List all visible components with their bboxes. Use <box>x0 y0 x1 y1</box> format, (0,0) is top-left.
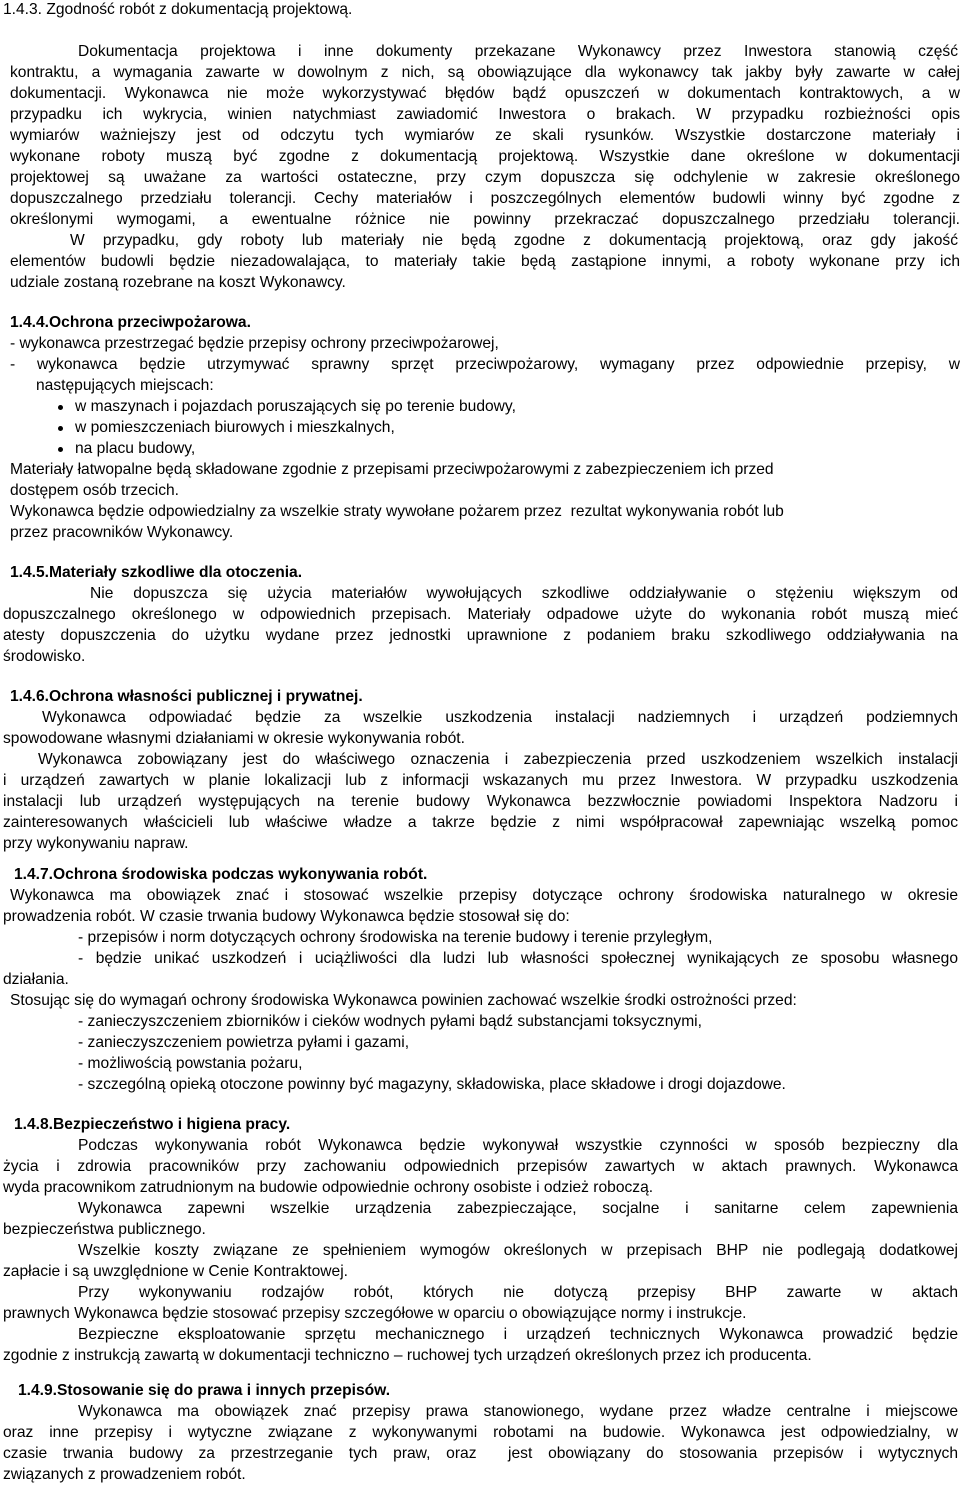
dash-item: - będzie unikać uszkodzeń i uciążliwości dla ludzi lub własności społecznej wynikających ze sposobu własnego <box>78 950 958 967</box>
paragraph-line: Nie dopuszcza się użycia materiałów wywołujących szkodliwe oddziaływanie o stężeniu większym od <box>90 585 958 602</box>
bullet-icon <box>58 426 63 431</box>
section-1-4-7-heading: 1.4.7.Ochrona środowiska podczas wykonywania robót. <box>14 866 428 883</box>
paragraph-line: Wykonawca ma obowiązek znać i stosować wszelkie przepisy dotyczące ochrony środowiska naturalnego w okresie <box>10 887 958 904</box>
paragraph-line: dopuszczalnego przedziału tolerancji. Cechy materiałów i poszczególnych elementów budowli winny być zgodne z <box>10 190 960 207</box>
paragraph-line: prawnych Wykonawca będzie stosować przepisy szczegółowe w oparciu o obowiązujące normy i instrukcje. <box>3 1305 747 1322</box>
paragraph-line: elementów budowli będzie niezadowalająca, to materiały takie będą zastąpione innymi, a roboty wykonane przy ich <box>10 253 960 270</box>
dash-item: - zanieczyszczeniem powietrza pyłami i gazami, <box>78 1034 410 1051</box>
paragraph-line: bezpieczeństwa publicznego. <box>3 1221 206 1238</box>
paragraph-line: Stosując się do wymagań ochrony środowiska Wykonawca powinien zachować wszelkie środki ostrożności przed: <box>10 992 797 1009</box>
paragraph-line: - wykonawca przestrzegać będzie przepisy ochrony przeciwpożarowej, <box>10 335 499 352</box>
paragraph-line: dostępem osób trzecich. <box>10 482 180 499</box>
bullet-text: na placu budowy, <box>75 440 196 457</box>
paragraph-line: Wszelkie koszty związane ze spełnieniem wymogów określonych w przepisach BHP nie podlegają dodatkowej <box>78 1242 958 1259</box>
paragraph-line: Materiały łatwopalne będą składowane zgodnie z przepisami przeciwpożarowymi z zabezpieczeniem ich przed <box>10 461 774 478</box>
paragraph-line: następujących miejscach: <box>36 377 214 394</box>
paragraph-line: atesty dopuszczenia do użytku wydane przez jednostki uprawnione z podaniem braku szkodliwego oddziaływania na <box>3 627 958 644</box>
paragraph-line: zapłacie i są uwzględnione w Cenie Kontraktowej. <box>3 1263 348 1280</box>
paragraph-line: projektowej są uważane za wartości ostateczne, przy czym dopuszcza się odchylenie w zakresie określonego <box>10 169 960 186</box>
paragraph-line: Przy wykonywaniu rodzajów robót, których nie dotyczą przepisy BHP zawarte w aktach <box>78 1284 958 1301</box>
dash-item: - przepisów i norm dotyczących ochrony środowiska na terenie budowy i terenie przyległym, <box>78 929 713 946</box>
paragraph-line: udziale zostaną rozebrane na koszt Wykonawcy. <box>10 274 346 291</box>
section-1-4-9-heading: 1.4.9.Stosowanie się do prawa i innych przepisów. <box>18 1382 391 1399</box>
section-1-4-8-heading: 1.4.8.Bezpieczeństwo i higiena pracy. <box>14 1116 291 1133</box>
bullet-icon <box>58 405 63 410</box>
paragraph-line: W przypadku, gdy roboty lub materiały nie będą zgodne z dokumentacją projektową, oraz gdy jakość <box>70 232 958 249</box>
paragraph-line: wykonane roboty muszą być zgodne z dokumentacją projektową. Wszystkie dane określone w dokumentacji <box>10 148 960 165</box>
paragraph-line: instalacji lub urządzeń występujących na terenie budowy Wykonawca bezzwłocznie powiadomi Inspektora Nadzoru i <box>3 793 958 810</box>
paragraph-line: Wykonawca ma obowiązek znać przepisy prawa stanowionego, wydane przez władze centralne i miejscowe <box>78 1403 958 1420</box>
paragraph-line: określonymi wymogami, a ewentualne różnice nie powinny przekraczać dopuszczalnego przedziału tolerancji. <box>10 211 960 228</box>
section-1-4-5-heading: 1.4.5.Materiały szkodliwe dla otoczenia. <box>10 564 303 581</box>
paragraph-line: czasie trwania budowy za przestrzeganie tych praw, oraz jest obowiązany do stosowania przepisów i wytycznych <box>3 1445 958 1462</box>
paragraph-line: Wykonawca będzie odpowiedzialny za wszelkie straty wywołane pożarem przez rezultat wykonywania robót lub <box>10 503 784 520</box>
paragraph-line: związanych z prowadzeniem robót. <box>3 1466 246 1483</box>
paragraph-line: zainteresowanych właścicieli lub właściwe władze a takrze będzie z nimi współpracował zapewniając wszelką pomoc <box>3 814 958 831</box>
section-1-4-6-heading: 1.4.6.Ochrona własności publicznej i prywatnej. <box>10 688 363 705</box>
paragraph-line: spowodowane własnymi działaniami w okresie wykonywania robót. <box>3 730 465 747</box>
paragraph-line: dopuszczalnego określonego w odpowiednich przepisach. Materiały odpadowe użyte do wykonania robót muszą mieć <box>3 606 958 623</box>
paragraph-line: przypadku ich wykrycia, winien natychmiast zawiadomić Inwestora o brakach. W przypadku rozbieżności opis <box>10 106 960 123</box>
paragraph-line: Wykonawca odpowiadać będzie za wszelkie uszkodzenia instalacji nadziemnych i urządzeń podziemnych <box>42 709 958 726</box>
paragraph-line: dokumentacji. Wykonawca nie może wykorzystywać błędów bądź opuszczeń w dokumentach kontraktowych, a w <box>10 85 960 102</box>
section-1-4-4-heading: 1.4.4.Ochrona przeciwpożarowa. <box>10 314 251 331</box>
bullet-icon <box>58 447 63 452</box>
paragraph-line: przy wykonywaniu napraw. <box>3 835 189 852</box>
paragraph-line: prowadzenia robót. W czasie trwania budowy Wykonawca będzie stosował się do: <box>3 908 570 925</box>
paragraph-line: oraz inne przepisy i wytyczne związane z wykonywanymi robotami na budowie. Wykonawca jest odpowiedzialny, w <box>3 1424 958 1441</box>
paragraph-line: zgodnie z instrukcją zawartą w dokumentacji techniczno – ruchowej tych urządzeń określonych przez ich producenta. <box>3 1347 812 1364</box>
dash-item: - zanieczyszczeniem zbiorników i cieków wodnych pyłami bądź substancjami toksycznymi, <box>78 1013 702 1030</box>
paragraph-line: Wykonawca zobowiązany jest do właściwego oznaczenia i zabezpieczenia przed uszkodzeniem wszelkich instalacji <box>38 751 958 768</box>
paragraph-line: - wykonawca będzie utrzymywać sprawny sprzęt przeciwpożarowy, wymagany przez odpowiednie przepisy, w <box>10 356 960 373</box>
paragraph-line: Podczas wykonywania robót Wykonawca będzie wykonywał wszystkie czynności w sposób bezpieczny dla <box>78 1137 958 1154</box>
paragraph-line: działania. <box>3 971 69 988</box>
paragraph-line: środowisko. <box>3 648 86 665</box>
paragraph-line: Bezpieczne eksploatowanie sprzętu mechanicznego i urządzeń technicznych Wykonawca prowadzić będzie <box>78 1326 958 1343</box>
paragraph-line: kontraktu, a wymagania zawarte w dowolnym z nich, są obowiązujące dla wykonawcy tak jakby były zawarte w całej <box>10 64 960 81</box>
paragraph-line: życia i zdrowia pracowników przy zachowaniu odpowiednich przepisów zawartych w aktach prawnych. Wykonawca <box>3 1158 958 1175</box>
paragraph-line: wymiarów ważniejszy jest od odczytu tych wymiarów ze skali rysunków. Wszystkie dostarczone materiały i <box>10 127 960 144</box>
bullet-text: w pomieszczeniach biurowych i mieszkalnych, <box>75 419 395 436</box>
paragraph-line: Dokumentacja projektowa i inne dokumenty przekazane Wykonawcy przez Inwestora stanowią część <box>78 43 958 60</box>
bullet-text: w maszynach i pojazdach poruszających się po terenie budowy, <box>75 398 516 415</box>
paragraph-line: Wykonawca zapewni wszelkie urządzenia zabezpieczające, socjalne i sanitarne celem zapewnienia <box>78 1200 958 1217</box>
paragraph-line: i urządzeń zawartych w planie lokalizacji lub z informacji wskazanych mu przez Inwestora. W przypadku uszkodzenia <box>3 772 958 789</box>
dash-item: - możliwością powstania pożaru, <box>78 1055 303 1072</box>
section-1-4-3-heading: 1.4.3. Zgodność robót z dokumentacją projektową. <box>3 1 353 18</box>
paragraph-line: wyda pracownikom zatrudnionym na budowie odpowiednie ochrony osobiste i odzież roboczą. <box>3 1179 654 1196</box>
dash-item: - szczególną opieką otoczone powinny być magazyny, składowiska, place składowe i drogi dojazdowe. <box>78 1076 786 1093</box>
paragraph-line: przez pracowników Wykonawcy. <box>10 524 234 541</box>
